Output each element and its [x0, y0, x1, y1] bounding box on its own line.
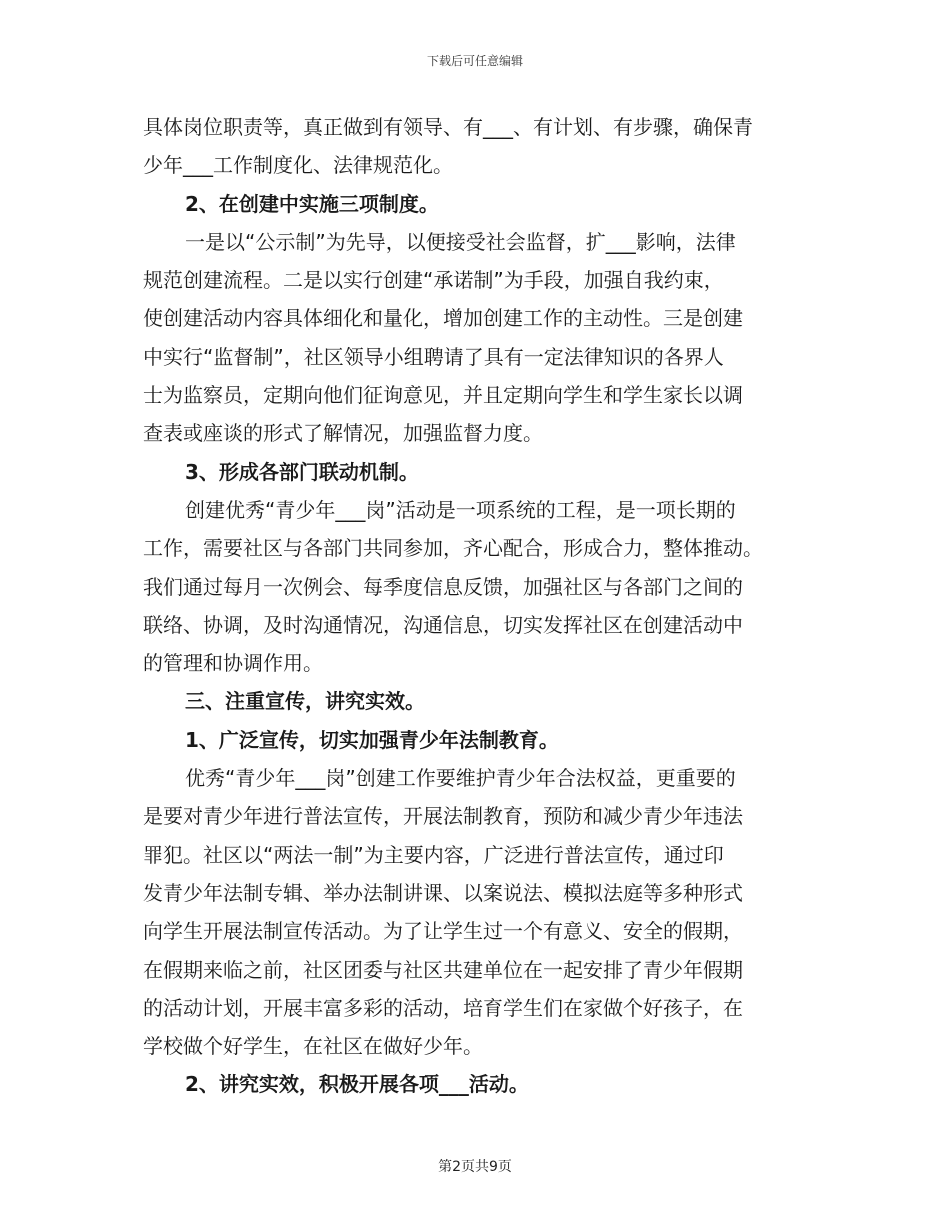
body-line: 中实行“监督制”，社区领导小组聘请了具有一定法律知识的各界人: [143, 344, 724, 369]
body-line: 罪犯。社区以“两法一制”为主要内容，广泛进行普法宣传，通过印: [143, 842, 724, 867]
body-line: 工作，需要社区与各部门共同参加，齐心配合，形成合力，整体推动。: [143, 536, 763, 561]
body-line: 学校做个好学生，在社区在做好少年。: [143, 1034, 483, 1059]
body-line: 查表或座谈的形式了解情况，加强监督力度。: [143, 421, 543, 446]
body-line: 少年___工作制度化、法律规范化。: [143, 153, 453, 178]
body-line: 一是以“公示制”为先导，以便接受社会监督，扩___影响，法律: [185, 229, 736, 254]
page-footer-number: 第2页共9页: [438, 1159, 512, 1175]
body-line: 联络、协调，及时沟通情况，沟通信息，切实发挥社区在创建活动中: [143, 612, 743, 637]
body-line: 的活动计划，开展丰富多彩的活动，培育学生们在家做个好孩子，在: [143, 995, 743, 1020]
page-header-note: 下载后可任意编辑: [426, 54, 523, 68]
section-heading: 1、广泛宣传，切实加强青少年法制教育。: [185, 727, 559, 752]
section-heading: 三、注重宣传，讲究实效。: [185, 689, 425, 714]
section-heading: 2、在创建中实施三项制度。: [185, 191, 439, 216]
body-line: 优秀“青少年___岗”创建工作要维护青少年合法权益，更重要的: [185, 766, 736, 791]
section-heading: 2、讲究实效，积极开展各项___活动。: [185, 1072, 529, 1097]
document-body: [143, 108, 808, 1104]
body-line: 是要对青少年进行普法宣传，开展法制教育，预防和减少青少年违法: [143, 804, 743, 829]
body-line: 在假期来临之前，社区团委与社区共建单位在一起安排了青少年假期: [143, 957, 743, 982]
body-line: 规范创建流程。二是以实行创建“承诺制”为手段，加强自我约束，: [143, 268, 724, 293]
body-line: 的管理和协调作用。: [143, 651, 323, 676]
body-line: 具体岗位职责等，真正做到有领导、有___、有计划、有步骤，确保青: [143, 115, 753, 139]
body-line: 发青少年法制专辑、举办法制讲课、以案说法、模拟法庭等多种形式: [143, 880, 743, 905]
body-line: 士为监察员，定期向他们征询意见，并且定期向学生和学生家长以调: [143, 383, 743, 408]
body-line: 使创建活动内容具体细化和量化，增加创建工作的主动性。三是创建: [143, 306, 743, 331]
section-heading: 3、形成各部门联动机制。: [185, 459, 419, 484]
body-line: 我们通过每月一次例会、每季度信息反馈，加强社区与各部门之间的: [143, 574, 743, 599]
body-line: 向学生开展法制宣传活动。为了让学生过一个有意义、安全的假期，: [143, 919, 743, 944]
body-line: 创建优秀“青少年___岗”活动是一项系统的工程，是一项长期的: [185, 497, 736, 522]
